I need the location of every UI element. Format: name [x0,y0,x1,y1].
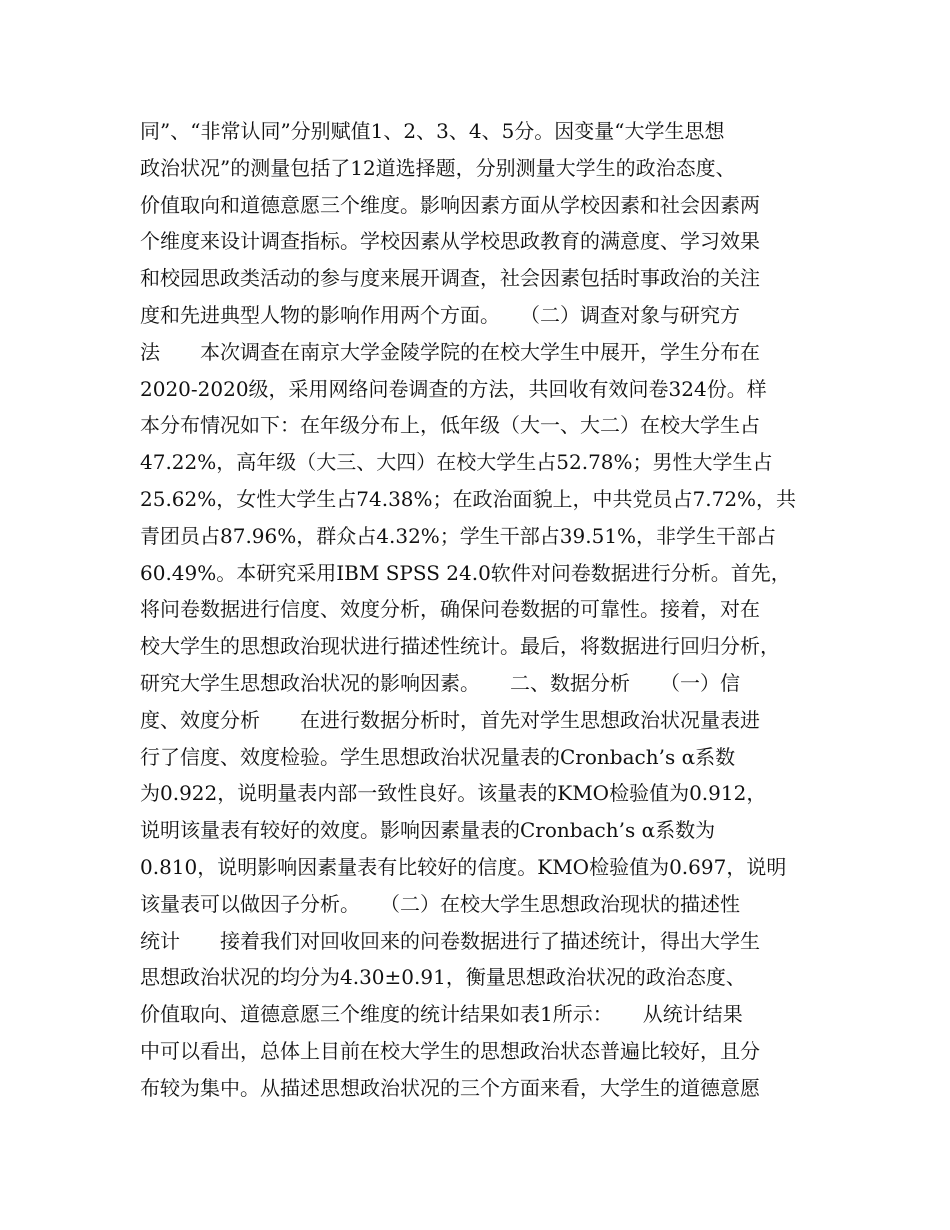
text-line: 同”、“非常认同”分别赋值1、2、3、4、5分。因变量“大学生思想 [140,119,725,143]
text-line: 布较为集中。从描述思想政治状况的三个方面来看，大学生的道德意愿 [140,1075,760,1100]
text-line: 本分布情况如下：在年级分布上，低年级（大一、大二）在校大学生占 [140,413,760,438]
text-line: 中可以看出，总体上目前在校大学生的思想政治状态普遍比较好，且分 [140,1038,760,1063]
text-line: 25.62%，女性大学生占74.38%；在政治面貌上，中共党员占7.72%，共 [140,486,797,511]
text-line: 研究大学生思想政治状况的影响因素。 二、数据分析 （一）信 [140,670,740,695]
text-line: 思想政治状况的均分为4.30±0.91，衡量思想政治状况的政治态度、 [140,965,746,990]
text-line: 法 本次调查在南京大学金陵学院的在校大学生中展开，学生分布在 [140,339,760,364]
text-line: 0.810，说明影响因素量表有比较好的信度。KMO检验值为0.697，说明 [140,854,787,879]
text-line: 将问卷数据进行信度、效度分析，确保问卷数据的可靠性。接着，对在 [140,597,760,622]
text-line: 价值取向、道德意愿三个维度的统计结果如表1所示： 从统计结果 [140,1002,743,1027]
text-line: 行了信度、效度检验。学生思想政治状况量表的Cronbach’s α系数 [140,744,736,769]
body-text [140,113,830,1107]
text-line: 和校园思政类活动的参与度来展开调查，社会因素包括时事政治的关注 [140,266,760,291]
text-line: 说明该量表有较好的效度。影响因素量表的Cronbach’s α系数为 [140,818,716,843]
text-line: 价值取向和道德意愿三个维度。影响因素方面从学校因素和社会因素两 [140,192,760,217]
text-line: 度、效度分析 在进行数据分析时，首先对学生思想政治状况量表进 [140,707,760,732]
text-line: 2020-2020级，采用网络问卷调查的方法，共回收有效问卷324份。样 [140,376,767,401]
text-line: 青团员占87.96%，群众占4.32%；学生干部占39.51%，非学生干部占 [140,523,777,548]
text-line: 度和先进典型人物的影响作用两个方面。 （二）调查对象与研究方 [140,302,740,327]
text-line: 该量表可以做因子分析。 （二）在校大学生思想政治现状的描述性 [140,891,740,916]
text-line: 政治状况”的测量包括了12道选择题，分别测量大学生的政治态度、 [140,155,736,180]
text-line: 60.49%。本研究采用IBM SPSS 24.0软件对问卷数据进行分析。首先， [140,560,791,585]
text-line: 为0.922，说明量表内部一致性良好。该量表的KMO检验值为0.912， [140,781,767,806]
text-line: 统计 接着我们对回收回来的问卷数据进行了描述统计，得出大学生 [140,928,760,953]
text-line: 个维度来设计调查指标。学校因素从学校思政教育的满意度、学习效果 [140,229,760,254]
text-line: 47.22%，高年级（大三、大四）在校大学生占52.78%；男性大学生占 [140,450,773,475]
text-line: 校大学生的思想政治现状进行描述性统计。最后，将数据进行回归分析， [140,634,780,659]
